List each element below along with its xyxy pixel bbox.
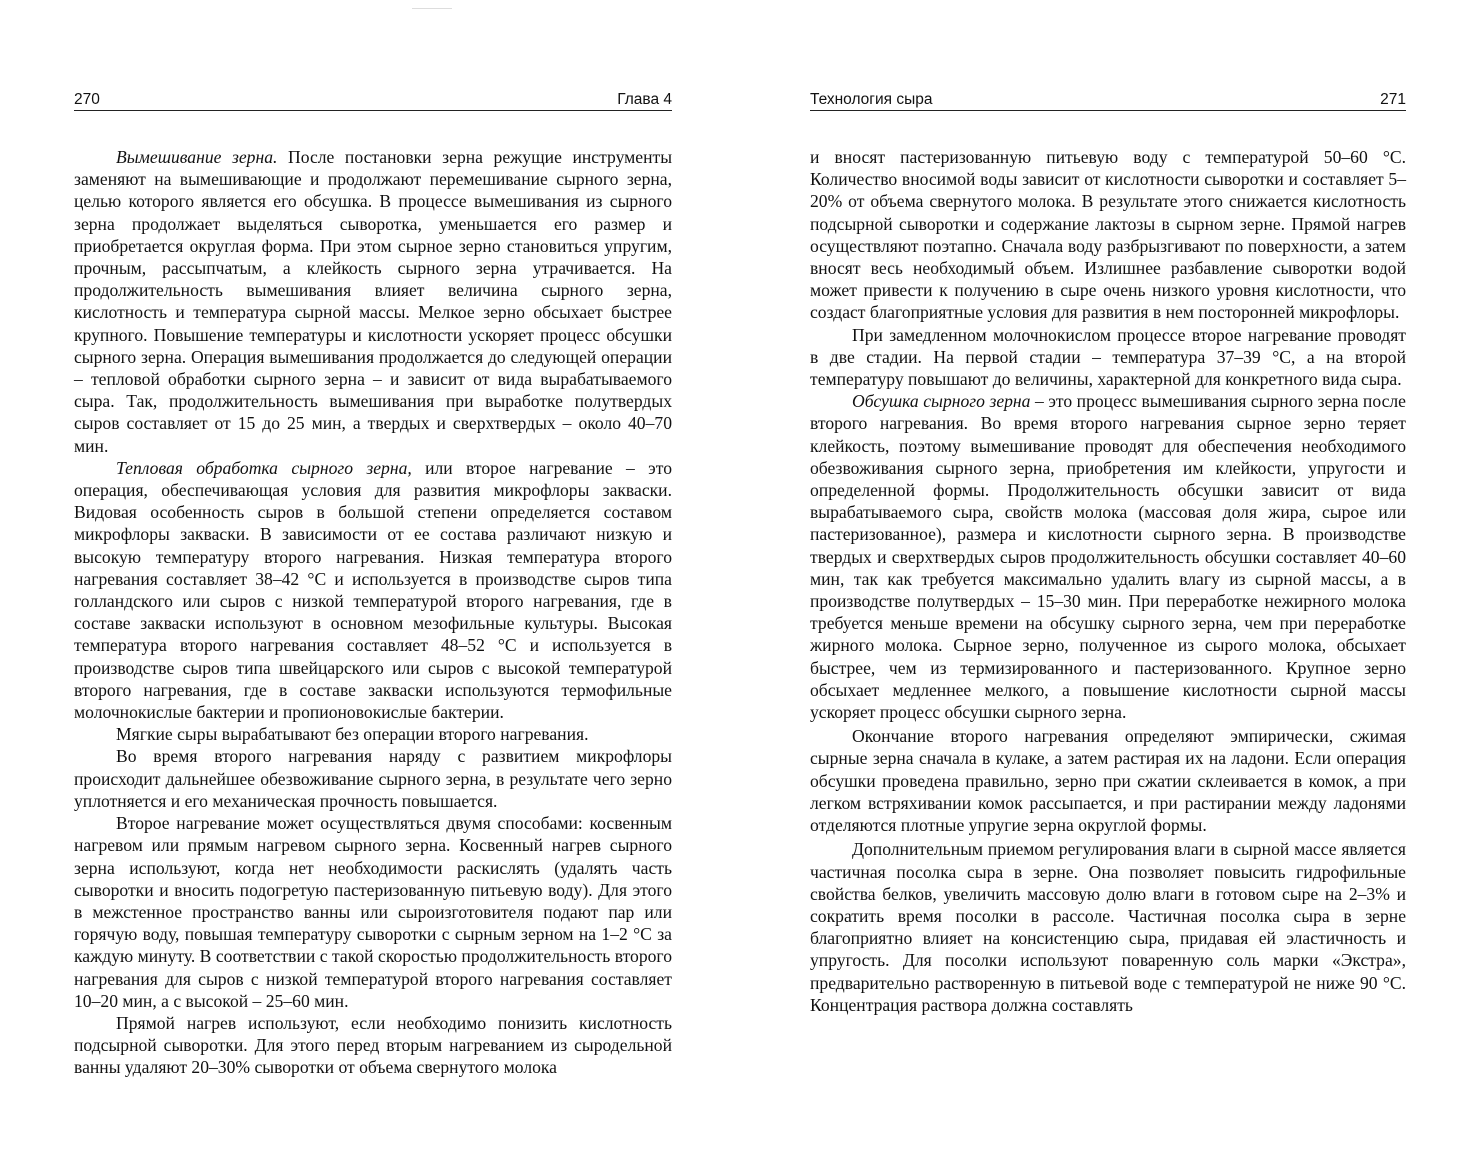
paragraph-text: Во время второго нагревания наряду с развитием микрофлоры происходит дальнейшее обезвоживание сырного зерна, в результате чего зерно уплотняется и его механическая прочность повышается. — [74, 746, 672, 811]
left-chapter-title: Глава 4 — [617, 91, 672, 108]
right-section-title: Технология сыра — [810, 91, 933, 108]
paragraph — [74, 457, 672, 723]
right-page-number: 271 — [1380, 91, 1406, 108]
paragraph-text: Окончание второго нагревания определяют эмпирически, сжимая сырные зерна сначала в кулаке, а затем растирая их на ладони. Если операция обсушки проведена правильно, зерно при сжатии склеивается в комок, а при легком встряхивании комок рассыпается, и при растирании между ладонями отделяются плотные упругие зерна округлой формы. — [810, 726, 1406, 836]
paragraph — [74, 812, 672, 1012]
paragraph — [74, 1012, 672, 1079]
left-page — [74, 0, 672, 1163]
left-body-text — [74, 146, 672, 1079]
paragraph-lead: Вымешивание зерна. — [116, 147, 278, 167]
paragraph-text: и вносят пастеризованную питьевую воду с температурой 50–60 °С. Количество вносимой воды зависит от кислотности сыворотки и составляет 5–20% от объема свернутого молока. В результате этого снижается кислотность подсырной сыворотки и содержание лактозы в сырном зерне. Прямой нагрев осуществляют поэтапно. Сначала воду разбрызгивают по поверхности, а затем вносят весь необходимый объем. Излишнее разбавление сыворотки водой может привести к получению в сыре очень низкого уровня кислотности, что создаст благоприятные условия для развития в нем посторонней микрофлоры. — [810, 147, 1406, 323]
paragraph-text: После постановки зерна режущие инструменты заменяют на вымешивающие и продолжают перемешивание сырного зерна, целью которого является его обсушка. В процессе вымешивания из сырного зерна продолжает выделяться сыворотка, уменьшается его размер и приобретается округлая форма. При этом сырное зерно становиться упругим, прочным, рассыпчатым, а клейкость сырного зерна утрачивается. На продолжительность вымешивания влияет величина сырного зерна, кислотность и температура сырной массы. Мелкое зерно обсыхает быстрее крупного. Повышение температуры и кислотности ускоряет процесс обсушки сырного зерна. Операция вымешивания продолжается до следующей операции – тепловой обработки сырного зерна – и зависит от вида вырабатываемого сыра. Так, продолжительность вымешивания при выработке полутвердых сыров составляет от 15 до 25 мин, а твердых и сверхтвердых – около 40–70 мин. — [74, 147, 673, 456]
paragraph-lead: Тепловая обработка сырного зерна, — [116, 457, 412, 478]
paragraph — [810, 146, 1406, 324]
paragraph-text: Прямой нагрев используют, если необходимо понизить кислотность подсырной сыворотки. Для этого перед вторым нагреванием из сыродельной ванны удаляют 20–30% сыворотки от объема свернутого молока — [74, 1012, 672, 1078]
paragraph — [810, 838, 1406, 1016]
paragraph — [810, 725, 1406, 836]
paragraph-text: Второе нагревание может осуществляться двумя способами: косвенным нагревом или прямым нагревом сырного зерна. Косвенный нагрев сырного зерна используют, когда нет необходимости раскислять (удалять часть сыворотки и вносить подогретую пастеризованную питьевую воду). Для этого в межстенное пространство ванны или сыроизготовителя подают пар или горячую воду, повышая температуру сыворотки с сырным зерном на 1–2 °С за каждую минуту. В соответствии с такой скоростью продолжительность второго нагревания для сыров с низкой температурой второго нагревания составляет 10–20 мин, а с высокой – 25–60 мин. — [74, 813, 672, 1011]
paragraph — [74, 146, 672, 457]
paragraph-text: или второе нагревание – это операция, обеспечивающая условия для развития микрофлоры закваски. Видовая особенность сыров в большой степени определяется составом микрофлоры закваски. В зависимости от ее состава различают низкую и высокую температуру второго нагревания. Низкая температура второго нагревания составляет 38–42 °С и используется в производстве сыров типа голландского или сыров с низкой температурой второго нагревания, где в составе закваски используют в основном мезофильные культуры. Высокая температура второго нагревания составляет 48–52 °С и используется в производстве сыров типа швейцарского или сыров с высокой температурой второго нагревания, где в составе закваски используются термофильные молочнокислые бактерии и пропионовокислые бактерии. — [74, 457, 672, 723]
paragraph — [74, 745, 672, 812]
paragraph-lead: Обсушка сырного зерна — [852, 391, 1031, 412]
paragraph-text: При замедленном молочнокислом процессе второе нагревание проводят в две стадии. На первой стадии – температура 37–39 °С, а на второй температуру повышают до величины, характерной для конкретного вида сыра. — [810, 324, 1406, 390]
paragraph-text: Мягкие сыры вырабатывают без операции второго нагревания. — [116, 724, 589, 745]
paragraph-text: Дополнительным приемом регулирования влаги в сырной массе является частичная посолка сыра в зерне. Она позволяет повысить гидрофильные свойства белков, увеличить массовую долю влаги в готовом сыре на 2–3% и сократить время посолки в рассоле. Частичная посолка сыра в зерне благоприятно влияет на консистенцию сыра, придавая ей эластичность и упругость. Для посолки используют поваренную соль марки «Экстра», предварительно растворенную в питьевой воде с температурой не ниже 90 °С. Концентрация раствора должна составлять — [810, 839, 1406, 1015]
paragraph — [810, 390, 1406, 723]
paragraph — [74, 723, 672, 745]
right-page — [810, 0, 1406, 1163]
right-body-text — [810, 146, 1406, 1016]
paragraph-text: – это процесс вымешивания сырного зерна после второго нагревания. Во время второго нагревания сырное зерно теряет клейкость, поэтому вымешивание проводят для обеспечения необходимого обезвоживания сырного зерна, приобретения им клейкости, упругости и определенной формы. Продолжительность обсушки зависит от вида вырабатываемого сыра, свойств молока (массовая доля жира, сырое или пастеризованное), размера и кислотности сырного зерна. В производстве твердых и сверхтвердых сыров продолжительность обсушки составляет 40–60 мин, так как требуется максимально удалить влагу из сырной массы, а в производстве полутвердых – 15–30 мин. При переработке нежирного молока требуется меньше времени на обсушку сырного зерна, чем при переработке жирного молока. Сырное зерно, полученное из сырого молока, обсыхает быстрее, чем из термизированного и пастеризованного. Крупное зерно обсыхает медленнее мелкого, а повышение кислотности сырной массы ускоряет процесс обсушки сырного зерна. — [810, 391, 1406, 723]
right-running-header — [810, 90, 1406, 111]
left-running-header — [74, 90, 672, 111]
left-page-number: 270 — [74, 91, 100, 108]
paragraph — [810, 324, 1406, 391]
